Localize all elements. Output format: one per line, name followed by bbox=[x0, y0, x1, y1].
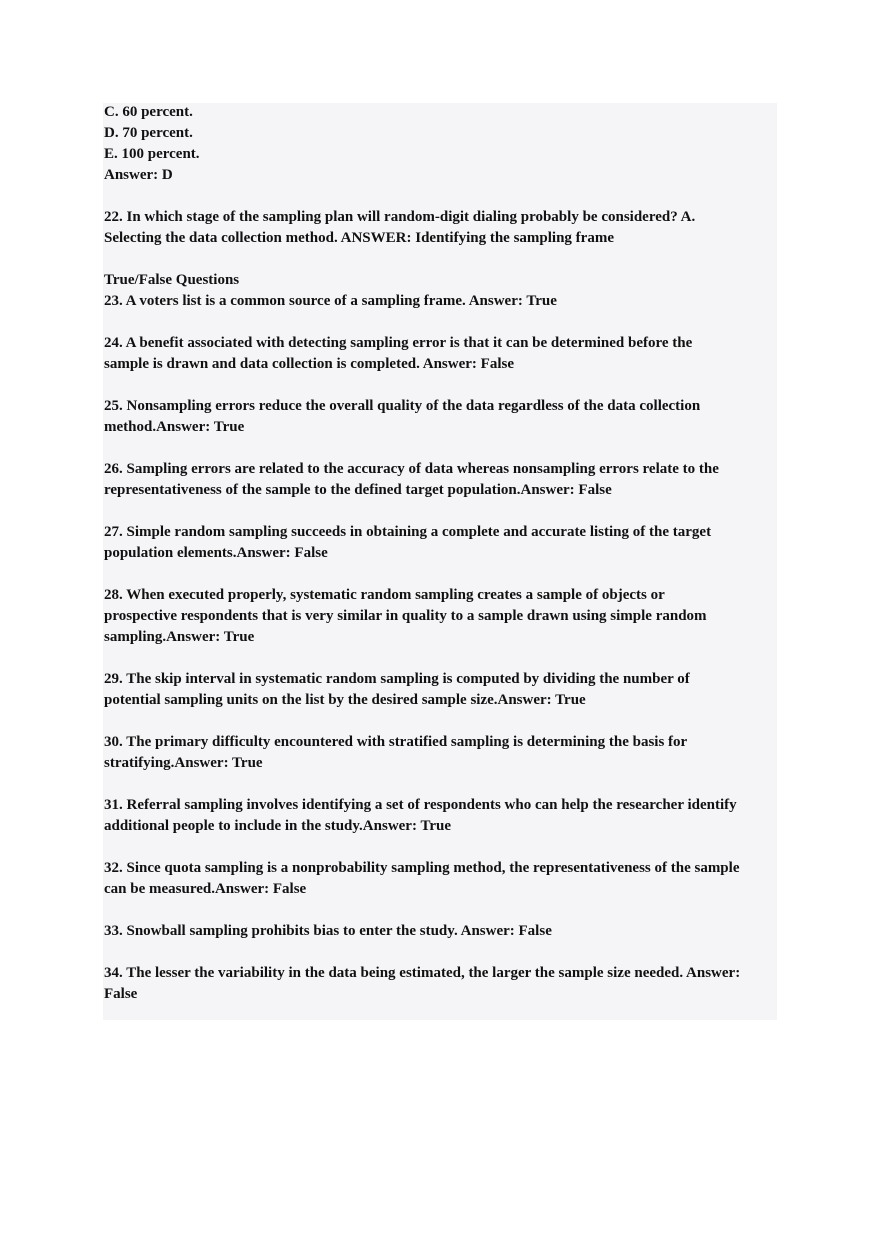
question-line: method.Answer: True bbox=[104, 419, 245, 435]
tf-question-28 bbox=[104, 585, 784, 648]
document-body bbox=[104, 102, 784, 1026]
true-false-section bbox=[104, 270, 784, 1005]
tf-question-31 bbox=[104, 795, 784, 837]
question-line: 23. A voters list is a common source of a sampling frame. Answer: True bbox=[104, 293, 557, 309]
tf-question-25 bbox=[104, 396, 784, 438]
question-line: sample is drawn and data collection is completed. Answer: False bbox=[104, 356, 514, 372]
question-line: 24. A benefit associated with detecting sampling error is that it can be determined before the bbox=[104, 335, 693, 351]
tf-question-30 bbox=[104, 732, 784, 774]
tf-question-23 bbox=[104, 291, 784, 312]
question-line: potential sampling units on the list by the desired sample size.Answer: True bbox=[104, 692, 586, 708]
tf-question-29 bbox=[104, 669, 784, 711]
question-line: 30. The primary difficulty encountered with stratified sampling is determining the basis for bbox=[104, 734, 688, 750]
tf-question-24 bbox=[104, 333, 784, 375]
option-d: D. 70 percent. bbox=[104, 125, 193, 141]
question-line: 25. Nonsampling errors reduce the overall quality of the data regardless of the data collection bbox=[104, 398, 701, 414]
option-c: C. 60 percent. bbox=[104, 104, 193, 120]
tf-question-33 bbox=[104, 921, 784, 942]
tf-question-34 bbox=[104, 963, 784, 1005]
question-line: 26. Sampling errors are related to the accuracy of data whereas nonsampling errors relate to the bbox=[104, 461, 719, 477]
tf-question-32 bbox=[104, 858, 784, 900]
question-line: 33. Snowball sampling prohibits bias to enter the study. Answer: False bbox=[104, 923, 552, 939]
question-line: prospective respondents that is very similar in quality to a sample drawn using simple random bbox=[104, 608, 707, 624]
question-line: False bbox=[104, 986, 138, 1002]
question-line: 34. The lesser the variability in the data being estimated, the larger the sample size needed. Answer: bbox=[104, 965, 741, 981]
question-line: can be measured.Answer: False bbox=[104, 881, 307, 897]
question-line: 28. When executed properly, systematic random sampling creates a sample of objects or bbox=[104, 587, 665, 603]
question-line: sampling.Answer: True bbox=[104, 629, 255, 645]
true-false-list bbox=[104, 291, 784, 1005]
question-line: 31. Referral sampling involves identifying a set of respondents who can help the researcher identify bbox=[104, 797, 737, 813]
question-line: population elements.Answer: False bbox=[104, 545, 328, 561]
option-e: E. 100 percent. bbox=[104, 146, 200, 162]
question-line: 22. In which stage of the sampling plan will random-digit dialing probably be considered? A. bbox=[104, 209, 696, 225]
question-line: 32. Since quota sampling is a nonprobability sampling method, the representativeness of the sample bbox=[104, 860, 740, 876]
question-line: stratifying.Answer: True bbox=[104, 755, 263, 771]
question-line: additional people to include in the study.Answer: True bbox=[104, 818, 451, 834]
question-21-tail bbox=[104, 102, 784, 186]
tf-question-26 bbox=[104, 459, 784, 501]
question-line: 29. The skip interval in systematic random sampling is computed by dividing the number of bbox=[104, 671, 690, 687]
section-heading: True/False Questions bbox=[104, 272, 240, 288]
question-22 bbox=[104, 207, 784, 249]
question-line: Selecting the data collection method. ANSWER: Identifying the sampling frame bbox=[104, 230, 614, 246]
question-line: representativeness of the sample to the defined target population.Answer: False bbox=[104, 482, 612, 498]
answer-21: Answer: D bbox=[104, 167, 173, 183]
tf-question-27 bbox=[104, 522, 784, 564]
question-line: 27. Simple random sampling succeeds in obtaining a complete and accurate listing of the target bbox=[104, 524, 712, 540]
